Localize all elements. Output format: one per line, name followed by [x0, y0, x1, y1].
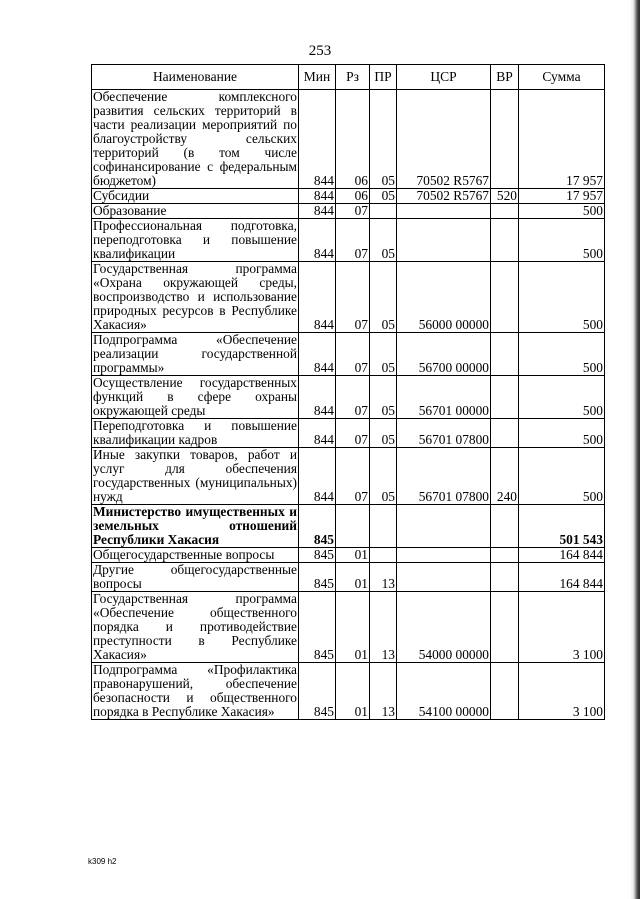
cell-sum: 3 100 — [519, 663, 605, 720]
cell-min: 844 — [299, 189, 336, 204]
cell-rz: 01 — [336, 592, 370, 663]
cell-pr: 05 — [370, 333, 397, 376]
table-row — [92, 333, 605, 376]
cell-sum: 500 — [519, 262, 605, 333]
cell-name: Обеспечение комплексного развития сельских территорий в части реализации мероприятий по благоустройству сельских территорий (в том числе софинансирование с федеральным бюджетом) — [93, 89, 297, 188]
cell-name: Профессиональная подготовка, переподготовка и повышение квалификации — [93, 218, 297, 261]
cell-min: 845 — [299, 663, 336, 720]
cell-pr: 05 — [370, 376, 397, 419]
cell-csr: 54100 00000 — [397, 663, 491, 720]
cell-name: Общегосударственные вопросы — [92, 548, 299, 563]
cell-name: Подпрограмма «Обеспечение реализации государственной программы» — [93, 332, 297, 375]
cell-name: Подпрограмма «Профилактика правонарушений, обеспечение безопасности и общественного порядка в Республике Хакасия» — [93, 662, 297, 719]
cell-min: 844 — [299, 262, 336, 333]
cell-pr: 13 — [370, 563, 397, 592]
cell-rz: 07 — [336, 376, 370, 419]
table-body — [92, 90, 605, 720]
cell-name: Другие общегосударственные вопросы — [93, 562, 297, 591]
cell-rz: 07 — [336, 333, 370, 376]
cell-vr — [491, 376, 519, 419]
cell-csr — [397, 563, 491, 592]
cell-vr: 240 — [491, 448, 519, 505]
cell-min: 844 — [299, 376, 336, 419]
cell-csr: 56700 00000 — [397, 333, 491, 376]
cell-rz: 07 — [336, 262, 370, 333]
cell-rz: 07 — [336, 448, 370, 505]
cell-csr — [397, 548, 491, 563]
cell-pr: 05 — [370, 189, 397, 204]
budget-table — [91, 64, 605, 720]
header-csr: ЦСР — [397, 65, 491, 90]
page-number: 253 — [308, 43, 332, 59]
table-row — [92, 219, 605, 262]
cell-sum: 3 100 — [519, 592, 605, 663]
cell-pr: 13 — [370, 592, 397, 663]
cell-sum: 500 — [519, 419, 605, 448]
cell-min: 844 — [299, 448, 336, 505]
cell-min: 845 — [299, 563, 336, 592]
cell-name: Субсидии — [92, 189, 299, 204]
cell-csr: 56701 07800 — [397, 419, 491, 448]
table-row — [92, 563, 605, 592]
cell-csr: 54000 00000 — [397, 592, 491, 663]
cell-name: Образование — [92, 204, 299, 219]
cell-sum: 500 — [519, 219, 605, 262]
cell-name: Осуществление государственных функций в сфере охраны окружающей среды — [93, 375, 297, 418]
cell-pr: 13 — [370, 663, 397, 720]
cell-rz: 07 — [336, 219, 370, 262]
cell-pr: 05 — [370, 219, 397, 262]
cell-csr — [397, 204, 491, 219]
cell-sum: 500 — [519, 448, 605, 505]
cell-vr — [491, 663, 519, 720]
cell-vr — [491, 563, 519, 592]
cell-pr: 05 — [370, 448, 397, 505]
cell-csr: 56000 00000 — [397, 262, 491, 333]
cell-pr: 05 — [370, 90, 397, 189]
table-row — [92, 262, 605, 333]
cell-sum: 501 543 — [519, 505, 605, 548]
table-row — [92, 548, 605, 563]
cell-name: Иные закупки товаров, работ и услуг для обеспечения государственных (муниципальных) нужд — [93, 447, 297, 504]
cell-csr: 70502 R5767 — [397, 90, 491, 189]
cell-pr — [370, 548, 397, 563]
cell-rz: 01 — [336, 663, 370, 720]
table-row — [92, 663, 605, 720]
footer-code: k309 h2 — [88, 857, 117, 866]
cell-name: Государственная программа «Обеспечение общественного порядка и противодействие преступности в Республике Хакасия» — [93, 591, 297, 662]
cell-min: 844 — [299, 333, 336, 376]
cell-min: 845 — [299, 505, 336, 548]
cell-rz: 06 — [336, 90, 370, 189]
scan-edge-shadow — [630, 0, 640, 899]
cell-csr: 56701 00000 — [397, 376, 491, 419]
cell-sum: 500 — [519, 376, 605, 419]
cell-sum: 500 — [519, 204, 605, 219]
cell-pr — [370, 505, 397, 548]
cell-rz — [336, 505, 370, 548]
cell-vr — [491, 333, 519, 376]
cell-pr: 05 — [370, 262, 397, 333]
cell-min: 844 — [299, 204, 336, 219]
table-header-row — [92, 65, 605, 90]
cell-rz: 01 — [336, 563, 370, 592]
cell-min: 844 — [299, 419, 336, 448]
cell-vr — [491, 592, 519, 663]
cell-name: Государственная программа «Охрана окружающей среды, воспроизводство и использование природных ресурсов в Республике Хакасия» — [93, 261, 297, 332]
table-row — [92, 592, 605, 663]
cell-min: 844 — [299, 90, 336, 189]
cell-sum: 164 844 — [519, 548, 605, 563]
cell-vr — [491, 419, 519, 448]
cell-vr — [491, 505, 519, 548]
cell-sum: 17 957 — [519, 189, 605, 204]
header-min: Мин — [299, 65, 336, 90]
header-name: Наименование — [92, 65, 299, 90]
cell-min: 844 — [299, 219, 336, 262]
cell-vr — [491, 219, 519, 262]
table-row — [92, 90, 605, 189]
table-row — [92, 505, 605, 548]
cell-vr — [491, 548, 519, 563]
cell-csr: 56701 07800 — [397, 448, 491, 505]
cell-min: 845 — [299, 592, 336, 663]
cell-sum: 17 957 — [519, 90, 605, 189]
header-pr: ПР — [370, 65, 397, 90]
cell-name: Министерство имущественных и земельных отношений Республики Хакасия — [93, 504, 297, 547]
cell-sum: 164 844 — [519, 563, 605, 592]
cell-name: Переподготовка и повышение квалификации кадров — [93, 418, 297, 447]
cell-sum: 500 — [519, 333, 605, 376]
cell-rz: 07 — [336, 204, 370, 219]
header-rz: Рз — [336, 65, 370, 90]
table-row — [92, 448, 605, 505]
cell-csr — [397, 505, 491, 548]
cell-vr: 520 — [491, 189, 519, 204]
cell-csr — [397, 219, 491, 262]
table-row — [92, 376, 605, 419]
table-row — [92, 189, 605, 204]
cell-vr — [491, 204, 519, 219]
cell-vr — [491, 90, 519, 189]
cell-pr: 05 — [370, 419, 397, 448]
cell-rz: 06 — [336, 189, 370, 204]
table-row — [92, 204, 605, 219]
cell-vr — [491, 262, 519, 333]
cell-pr — [370, 204, 397, 219]
cell-csr: 70502 R5767 — [397, 189, 491, 204]
header-sum: Сумма — [519, 65, 605, 90]
cell-rz: 07 — [336, 419, 370, 448]
cell-rz: 01 — [336, 548, 370, 563]
cell-min: 845 — [299, 548, 336, 563]
table-row — [92, 419, 605, 448]
header-vr: ВР — [491, 65, 519, 90]
